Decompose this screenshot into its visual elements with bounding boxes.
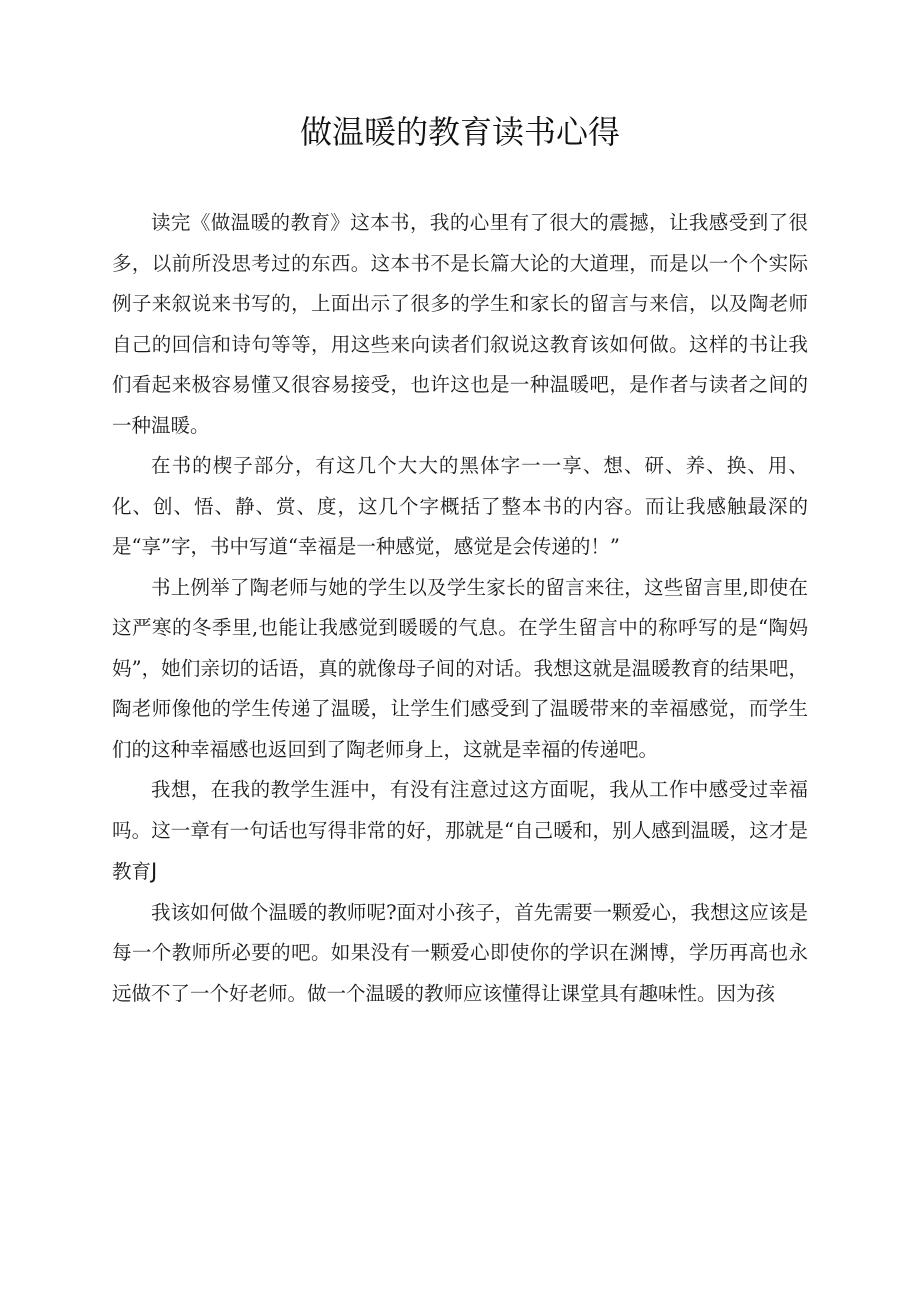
paragraph-2: 在书的楔子部分，有这几个大大的黑体字一一享、想、研、养、换、用、化、创、悟、静、赏、度，这几个字概括了整本书的内容。而让我感触最深的是“享”字，书中写道“幸福是一种感觉，感觉是会传递的！” — [112, 454, 808, 558]
paragraph-1: 读完《做温暖的教育》这本书，我的心里有了很大的震撼，让我感受到了很多，以前所没思考过的东西。这本书不是长篇大论的大道理，而是以一个个实际例子来叙说来书写的，上面出示了很多的学生和家长的留言与来信，以及陶老师自己的回信和诗句等等，用这些来向读者们叙说这教育该如何做。这样的书让我们看起来极容易懂又很容易接受，也许这也是一种温暖吧，是作者与读者之间的一种温暖。 — [112, 211, 808, 437]
paragraph-4-tail-glyph: J — [151, 859, 158, 883]
document-body — [112, 203, 808, 1014]
paragraph-5: 我该如何做个温暖的教师呢?面对小孩子，首先需要一颗爱心，我想这应该是每一个教师所必要的吧。如果没有一颗爱心即使你的学识在渊博，学历再高也永远做不了一个好老师。做一个温暖的教师应该懂得让课堂具有趣味性。因为孩 — [112, 900, 808, 1005]
paragraph-4-text: 我想，在我的教学生涯中，有没有注意过这方面呢，我从工作中感受过幸福吗。这一章有一句话也写得非常的好，那就是“自己暖和，别人感到温暖，这才是教育 — [112, 778, 808, 883]
paragraph-4 — [112, 770, 808, 893]
document-title: 做温暖的教育读书心得 — [299, 113, 620, 151]
paragraph-3: 书上例举了陶老师与她的学生以及学生家长的留言来往，这些留言里,即使在这严寒的冬季里,也能让我感觉到暖暖的气息。在学生留言中的称呼写的是“陶妈妈”，她们亲切的话语，真的就像母子间的对话。我想这就是温暖教育的结果吧，陶老师像他的学生传递了温暖，让学生们感受到了温暖带来的幸福感觉，而学生们的这种幸福感也返回到了陶老师身上，这就是幸福的传递吧。 — [112, 575, 808, 761]
